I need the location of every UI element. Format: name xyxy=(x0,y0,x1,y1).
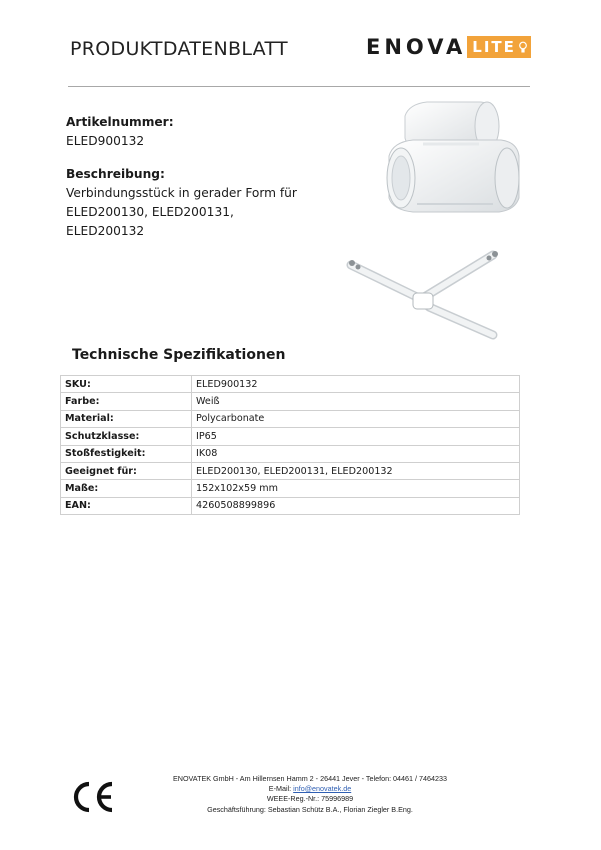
spec-value: ELED900132 xyxy=(192,376,520,393)
specs-table xyxy=(60,375,520,515)
description-label: Beschreibung: xyxy=(66,167,165,181)
table-row xyxy=(61,462,520,479)
logo-main-text: ENOVA xyxy=(366,35,467,59)
table-row xyxy=(61,393,520,410)
spec-value: Polycarbonate xyxy=(192,410,520,427)
spec-value: 152x102x59 mm xyxy=(192,480,520,497)
spec-key: SKU: xyxy=(61,376,192,393)
logo-accent-badge xyxy=(467,36,531,58)
table-row xyxy=(61,480,520,497)
table-row xyxy=(61,445,520,462)
spec-key: Schutzklasse: xyxy=(61,428,192,445)
company-footer xyxy=(130,774,490,815)
footer-email-label: E-Mail: xyxy=(268,784,294,794)
description-line: ELED200132 xyxy=(66,224,145,238)
description-line: Verbindungsstück in gerader Form für xyxy=(66,186,297,200)
footer-address: ENOVATEK GmbH - Am Hillernsen Hamm 2 - 26441 Jever - Telefon: 04461 / 7464233 xyxy=(172,774,448,783)
spec-value: IK08 xyxy=(192,445,520,462)
spec-key: Stoßfestigkeit: xyxy=(61,445,192,462)
ce-mark-icon xyxy=(70,780,116,814)
footer-weee: WEEE-Reg.-Nr.: 75996989 xyxy=(266,794,354,804)
description-line: ELED200130, ELED200131, xyxy=(66,205,234,219)
specs-heading: Technische Spezifikationen xyxy=(72,347,286,363)
spec-key: Material: xyxy=(61,410,192,427)
email-link[interactable]: info@enovatek.de xyxy=(293,784,352,794)
spec-key: Farbe: xyxy=(61,393,192,410)
article-number-value: ELED900132 xyxy=(66,134,145,148)
logo-accent-text: LITE xyxy=(472,38,516,56)
footer-email-line xyxy=(130,784,490,794)
table-row xyxy=(61,428,520,445)
page-title: PRODUKTDATENBLATT xyxy=(70,38,288,60)
header-divider xyxy=(68,86,530,87)
spec-value: Weiß xyxy=(192,393,520,410)
t-connector-product-image xyxy=(383,98,523,223)
spec-key: Geeignet für: xyxy=(61,462,192,479)
spec-value: 4260508899896 xyxy=(192,497,520,514)
table-row xyxy=(61,376,520,393)
article-number-label: Artikelnummer: xyxy=(66,115,174,129)
spec-key: Maße: xyxy=(61,480,192,497)
enovalite-logo xyxy=(366,34,531,60)
table-row xyxy=(61,497,520,514)
product-info xyxy=(66,113,366,241)
spec-key: EAN: xyxy=(61,497,192,514)
table-row xyxy=(61,410,520,427)
spec-value: IP65 xyxy=(192,428,520,445)
assembly-illustration-image xyxy=(343,247,523,347)
spec-value: ELED200130, ELED200131, ELED200132 xyxy=(192,462,520,479)
lightbulb-icon xyxy=(519,41,527,54)
footer-management: Geschäftsführung: Sebastian Schütz B.A., Florian Ziegler B.Eng. xyxy=(207,804,413,814)
